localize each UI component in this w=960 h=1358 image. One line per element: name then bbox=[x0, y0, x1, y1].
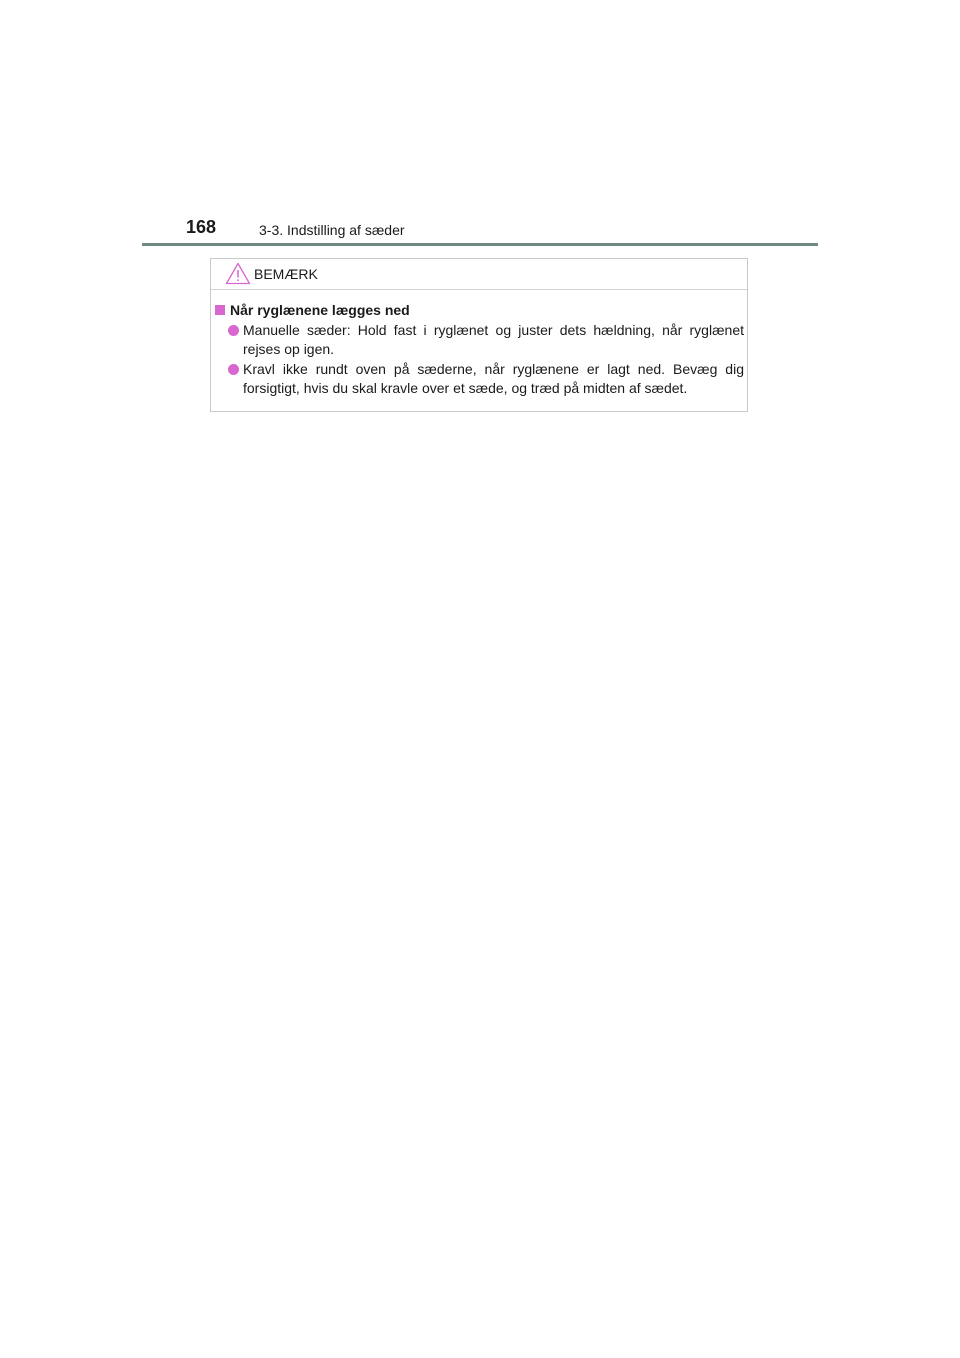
page-number: 168 bbox=[186, 217, 217, 237]
bullet-dot-icon bbox=[228, 364, 239, 375]
square-bullet-icon bbox=[215, 305, 225, 315]
bullet-dot-icon bbox=[228, 325, 239, 336]
header-rule bbox=[142, 243, 818, 246]
list-item bbox=[228, 360, 744, 398]
notice-subheading bbox=[215, 301, 410, 319]
notice-title: BEMÆRK bbox=[254, 266, 318, 282]
list-item-text: Kravl ikke rundt oven på sæderne, når ryglænene er lagt ned. Bevæg dig forsigtigt, hvis du skal kravle over et sæde, og træd på midten af sædet. bbox=[243, 361, 744, 396]
notice-header bbox=[211, 259, 747, 290]
section-title: 3-3. Indstilling af sæder bbox=[259, 222, 405, 238]
list-item-text: Manuelle sæder: Hold fast i ryglænet og juster dets hældning, når ryglænet rejses op igen. bbox=[243, 322, 744, 357]
notice-box bbox=[210, 258, 748, 412]
list-item bbox=[228, 321, 744, 359]
warning-triangle-icon bbox=[225, 262, 251, 285]
notice-subheading-text: Når ryglænene lægges ned bbox=[230, 302, 410, 318]
